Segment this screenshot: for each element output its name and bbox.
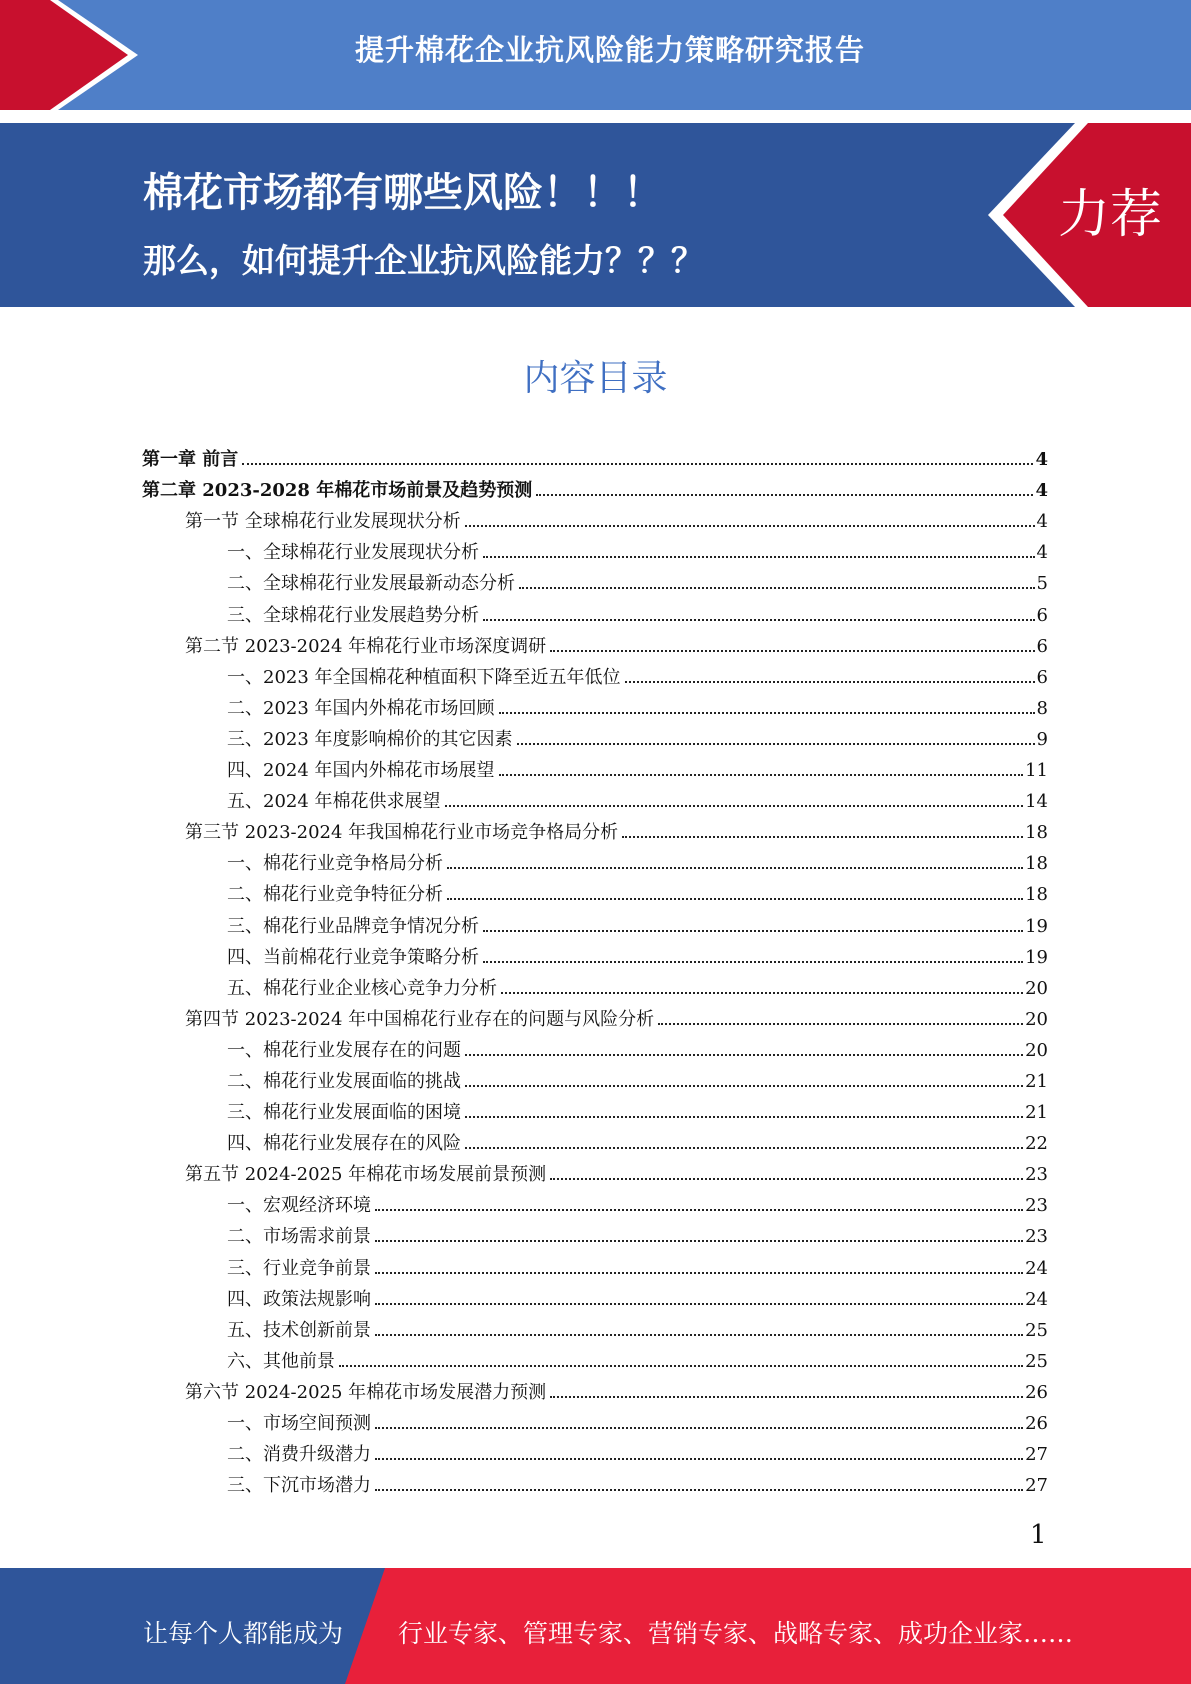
table-of-contents: [142, 438, 1048, 1495]
toc-entry-subsection[interactable]: 一、市场空间预测 26: [227, 1413, 1048, 1434]
footer-slogan-right: 行业专家、管理专家、营销专家、战略专家、成功企业家……: [398, 1619, 1074, 1648]
toc-entry-subsection[interactable]: 二、市场需求前景 23: [227, 1226, 1048, 1248]
report-title: 提升棉花企业抗风险能力策略研究报告: [354, 33, 865, 67]
toc-entry-section[interactable]: 第五节 2024-2025 年棉花市场发展前景预测 23: [185, 1164, 1048, 1186]
toc-entry-subsection[interactable]: 二、2023 年国内外棉花市场回顾 8: [227, 697, 1048, 719]
toc-entry-section[interactable]: 第三节 2023-2024 年我国棉花行业市场竞争格局分析 18: [185, 822, 1048, 844]
footer-slogan-left: 让每个人都能成为: [143, 1619, 344, 1648]
top-banner: [0, 0, 1191, 110]
red-arrow-decoration: [0, 0, 160, 110]
toc-entry-subsection[interactable]: 二、消费升级潜力 27: [227, 1444, 1048, 1466]
hero-subheadline: 那么，如何提升企业抗风险能力？？？: [143, 241, 704, 280]
page-number: 1: [1030, 1520, 1047, 1550]
toc-entry-subsection[interactable]: 三、行业竞争前景 24: [227, 1257, 1048, 1279]
toc-entry-subsection[interactable]: 三、下沉市场潜力 27: [227, 1475, 1048, 1497]
toc-entry-subsection[interactable]: 三、2023 年度影响棉价的其它因素 9: [227, 728, 1048, 750]
toc-entry-subsection[interactable]: 三、棉花行业品牌竞争情况分析 19: [227, 915, 1048, 937]
toc-title: 内容目录: [523, 358, 668, 399]
toc-entry-subsection[interactable]: 三、全球棉花行业发展趋势分析 6: [227, 604, 1048, 626]
toc-entry-subsection[interactable]: 五、棉花行业企业核心竞争力分析 20: [227, 977, 1048, 999]
toc-entry-subsection[interactable]: 二、棉花行业竞争特征分析 18: [227, 884, 1048, 906]
toc-entry-subsection[interactable]: 六、其他前景 25: [227, 1350, 1048, 1372]
toc-entry-chapter[interactable]: 第一章 前言 4: [142, 449, 1048, 471]
toc-entry-subsection[interactable]: 一、全球棉花行业发展现状分析 4: [227, 542, 1048, 564]
toc-entry-subsection[interactable]: 四、政策法规影响 24: [227, 1288, 1048, 1310]
toc-entry-subsection[interactable]: 四、棉花行业发展存在的风险 22: [227, 1133, 1048, 1155]
toc-entry-subsection[interactable]: 四、当前棉花行业竞争策略分析 19: [227, 946, 1048, 968]
toc-entry-subsection[interactable]: 五、技术创新前景 25: [227, 1319, 1048, 1341]
hero-headline: 棉花市场都有哪些风险！！！: [143, 170, 663, 216]
toc-entry-subsection[interactable]: 三、棉花行业发展面临的困境 21: [227, 1102, 1048, 1124]
toc-entry-subsection[interactable]: 一、棉花行业发展存在的问题 20: [227, 1039, 1048, 1061]
toc-entry-subsection[interactable]: 二、棉花行业发展面临的挑战 21: [227, 1070, 1048, 1092]
toc-entry-section[interactable]: 第六节 2024-2025 年棉花市场发展潜力预测 26: [185, 1381, 1048, 1403]
toc-entry-section[interactable]: 第一节 全球棉花行业发展现状分析 4: [185, 511, 1048, 533]
toc-entry-subsection[interactable]: 四、2024 年国内外棉花市场展望 11: [227, 760, 1048, 782]
toc-entry-subsection[interactable]: 二、全球棉花行业发展最新动态分析 5: [227, 573, 1048, 595]
recommend-badge: 力荐: [1058, 185, 1163, 245]
toc-entry-subsection[interactable]: 一、2023 年全国棉花种植面积下降至近五年低位 6: [227, 666, 1048, 688]
toc-entry-chapter[interactable]: 第二章 2023-2028 年棉花市场前景及趋势预测 4: [142, 480, 1048, 502]
toc-entry-subsection[interactable]: 一、棉花行业竞争格局分析 18: [227, 853, 1048, 875]
toc-entry-subsection[interactable]: 五、2024 年棉花供求展望 14: [227, 791, 1048, 813]
toc-entry-section[interactable]: 第二节 2023-2024 年棉花行业市场深度调研 6: [185, 635, 1048, 657]
toc-entry-subsection[interactable]: 一、宏观经济环境 23: [227, 1195, 1048, 1217]
toc-entry-section[interactable]: 第四节 2023-2024 年中国棉花行业存在的问题与风险分析 20: [185, 1008, 1048, 1030]
